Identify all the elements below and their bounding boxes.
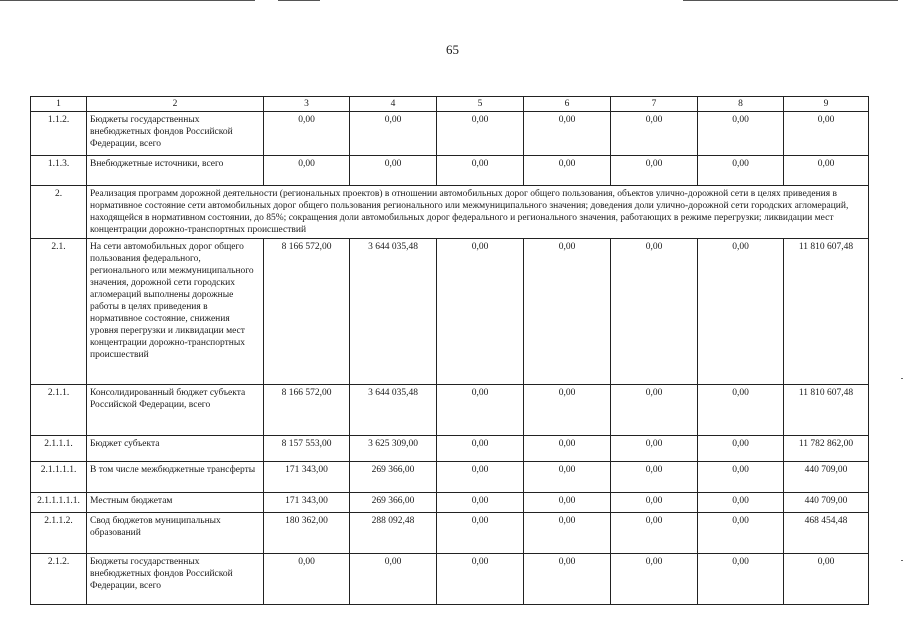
value-cell: 0,00 bbox=[350, 112, 437, 156]
value-cell: 0,00 bbox=[437, 239, 524, 385]
value-cell: 0,00 bbox=[611, 554, 698, 605]
value-cell: 269 366,00 bbox=[350, 462, 437, 493]
header-row bbox=[31, 97, 869, 112]
table-row bbox=[31, 156, 869, 186]
value-cell: 0,00 bbox=[611, 436, 698, 462]
page-number: 65 bbox=[446, 42, 459, 57]
value-cell: 3 644 035,48 bbox=[350, 385, 437, 436]
value-cell: 8 166 572,00 bbox=[264, 385, 350, 436]
table-row bbox=[31, 112, 869, 156]
value-cell: 0,00 bbox=[784, 156, 869, 186]
value-cell: 0,00 bbox=[784, 554, 869, 605]
value-cell: 0,00 bbox=[698, 385, 784, 436]
value-cell: 8 166 572,00 bbox=[264, 239, 350, 385]
row-number: 2.1.1. bbox=[31, 385, 87, 436]
value-cell: 0,00 bbox=[437, 436, 524, 462]
value-cell: 0,00 bbox=[437, 112, 524, 156]
value-cell: 0,00 bbox=[524, 239, 611, 385]
value-cell: 0,00 bbox=[611, 112, 698, 156]
row-description: На сети автомобильных дорог общего пользования федерального, регионального или межмуниципального значения, дорожной сети городских агломераций выполнены дорожные работы в целях приведения в нормативное состояние, снижения уровня перегрузки и ликвидации мест концентрации дорожно-транспортных происшествий bbox=[87, 239, 264, 385]
value-cell: 468 454,48 bbox=[784, 513, 869, 554]
value-cell: 0,00 bbox=[524, 156, 611, 186]
row-number: 2.1.1.1.1.1. bbox=[31, 493, 87, 513]
value-cell: 0,00 bbox=[698, 462, 784, 493]
value-cell: 0,00 bbox=[698, 513, 784, 554]
table-row bbox=[31, 436, 869, 462]
value-cell: 11 810 607,48 bbox=[784, 385, 869, 436]
column-header: 3 bbox=[264, 97, 350, 112]
column-header: 9 bbox=[784, 97, 869, 112]
row-description: В том числе межбюджетные трансферты bbox=[87, 462, 264, 493]
value-cell: 0,00 bbox=[264, 156, 350, 186]
value-cell: 3 625 309,00 bbox=[350, 436, 437, 462]
row-description: Местным бюджетам bbox=[87, 493, 264, 513]
row-number: 2.1.1.2. bbox=[31, 513, 87, 554]
top-rule-right bbox=[683, 0, 898, 1]
value-cell: 0,00 bbox=[437, 385, 524, 436]
edge-mark-lower bbox=[901, 560, 903, 561]
table-row bbox=[31, 493, 869, 513]
value-cell: 0,00 bbox=[611, 513, 698, 554]
value-cell: 0,00 bbox=[698, 239, 784, 385]
value-cell: 8 157 553,00 bbox=[264, 436, 350, 462]
value-cell: 269 366,00 bbox=[350, 493, 437, 513]
value-cell: 0,00 bbox=[437, 554, 524, 605]
column-header: 7 bbox=[611, 97, 698, 112]
value-cell: 0,00 bbox=[611, 239, 698, 385]
value-cell: 0,00 bbox=[437, 156, 524, 186]
row-number: 2.1.2. bbox=[31, 554, 87, 605]
value-cell: 0,00 bbox=[524, 493, 611, 513]
row-description: Бюджет субъекта bbox=[87, 436, 264, 462]
value-cell: 0,00 bbox=[611, 462, 698, 493]
row-description: Внебюджетные источники, всего bbox=[87, 156, 264, 186]
budget-table bbox=[30, 96, 869, 605]
table-row bbox=[31, 554, 869, 605]
row-number: 1.1.2. bbox=[31, 112, 87, 156]
row-number: 2.1.1.1.1. bbox=[31, 462, 87, 493]
value-cell: 0,00 bbox=[784, 112, 869, 156]
column-header: 8 bbox=[698, 97, 784, 112]
value-cell: 0,00 bbox=[611, 156, 698, 186]
column-header: 2 bbox=[87, 97, 264, 112]
edge-mark-upper bbox=[901, 378, 903, 379]
row-number: 1.1.3. bbox=[31, 156, 87, 186]
value-cell: 0,00 bbox=[698, 554, 784, 605]
value-cell: 440 709,00 bbox=[784, 493, 869, 513]
value-cell: 3 644 035,48 bbox=[350, 239, 437, 385]
row-number: 2.1.1.1. bbox=[31, 436, 87, 462]
value-cell: 0,00 bbox=[698, 112, 784, 156]
row-number: 2. bbox=[31, 186, 87, 239]
value-cell: 0,00 bbox=[524, 436, 611, 462]
value-cell: 0,00 bbox=[264, 112, 350, 156]
table-row bbox=[31, 186, 869, 239]
value-cell: 0,00 bbox=[437, 462, 524, 493]
value-cell: 0,00 bbox=[698, 436, 784, 462]
top-rule-middle bbox=[278, 0, 320, 1]
value-cell: 288 092,48 bbox=[350, 513, 437, 554]
row-number: 2.1. bbox=[31, 239, 87, 385]
table-row bbox=[31, 462, 869, 493]
value-cell: 0,00 bbox=[437, 493, 524, 513]
value-cell: 0,00 bbox=[611, 493, 698, 513]
column-header: 5 bbox=[437, 97, 524, 112]
row-description: Бюджеты государственных внебюджетных фондов Российской Федерации, всего bbox=[87, 112, 264, 156]
value-cell: 171 343,00 bbox=[264, 462, 350, 493]
value-cell: 0,00 bbox=[524, 554, 611, 605]
value-cell: 0,00 bbox=[264, 554, 350, 605]
top-rule-left bbox=[0, 0, 255, 1]
value-cell: 0,00 bbox=[611, 385, 698, 436]
row-description: Консолидированный бюджет субъекта Российской Федерации, всего bbox=[87, 385, 264, 436]
value-cell: 11 782 862,00 bbox=[784, 436, 869, 462]
value-cell: 171 343,00 bbox=[264, 493, 350, 513]
value-cell: 11 810 607,48 bbox=[784, 239, 869, 385]
value-cell: 0,00 bbox=[524, 385, 611, 436]
value-cell: 0,00 bbox=[524, 112, 611, 156]
value-cell: 0,00 bbox=[437, 513, 524, 554]
column-header: 1 bbox=[31, 97, 87, 112]
value-cell: 0,00 bbox=[698, 156, 784, 186]
value-cell: 0,00 bbox=[524, 462, 611, 493]
column-header: 6 bbox=[524, 97, 611, 112]
value-cell: 0,00 bbox=[698, 493, 784, 513]
value-cell: 0,00 bbox=[524, 513, 611, 554]
value-cell: 0,00 bbox=[350, 156, 437, 186]
value-cell: 440 709,00 bbox=[784, 462, 869, 493]
row-description: Бюджеты государственных внебюджетных фондов Российской Федерации, всего bbox=[87, 554, 264, 605]
row-description: Свод бюджетов муниципальных образований bbox=[87, 513, 264, 554]
value-cell: 180 362,00 bbox=[264, 513, 350, 554]
table-row bbox=[31, 385, 869, 436]
value-cell: 0,00 bbox=[350, 554, 437, 605]
table-row bbox=[31, 239, 869, 385]
column-header: 4 bbox=[350, 97, 437, 112]
section-description: Реализация программ дорожной деятельности (региональных проектов) в отношении автомобильных дорог общего пользования, объектов улично-дорожной сети в целях приведения в нормативное состояние сети автомобильных дорог общего пользования регионального или межмуниципального значения; доведения доли улично-дорожной сети городских агломераций, находящейся в нормативном состоянии, до 85%; сокращения доли автомобильных дорог федерального и регионального значения, работающих в режиме перегрузки; ликвидации мест концентрации дорожно-транспортных происшествий bbox=[87, 186, 869, 239]
table-row bbox=[31, 513, 869, 554]
